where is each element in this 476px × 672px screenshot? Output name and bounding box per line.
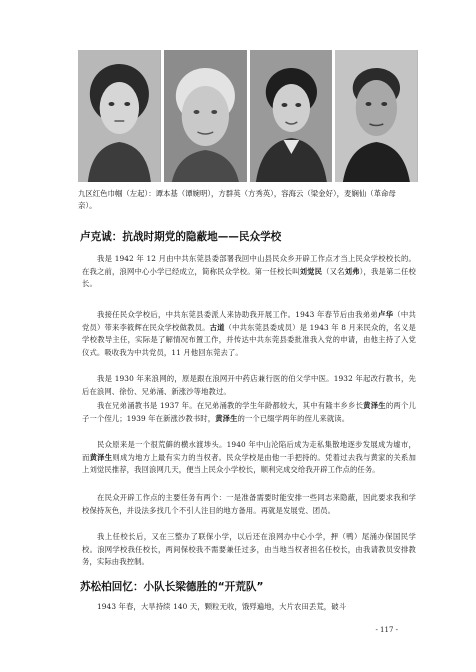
- text-run: （中共党员）带来李筱辉在民众学校做教员。: [82, 310, 416, 332]
- text-run: （中共东莞县委成员）是 1943 年 8 月来民众的，名义是学校教导主任，实际是了解情况布置工作，并传达中共东莞县委批准我入党的申请，由他主持了入党仪式。吸收我为中共党员，11 月他回东莞去了。: [82, 322, 417, 357]
- text-run: 我上任校长后，又在三整办了联保小学，以后还在浪网办中心小学，押（鸭）尾涌办保国民学校。浪网学校我任校长，两间保校我不需要兼任过多，由当地当权者担名任校长，由我请教员安排教务，实际由我控制。: [82, 532, 416, 567]
- portrait-photo-3: [250, 50, 333, 182]
- person-name: 古道: [209, 322, 225, 332]
- text-run: 的两个儿子一个侄儿；1939 年在新涨沙教书时，: [82, 401, 416, 423]
- person-name: 卢华: [378, 310, 394, 319]
- text-run: （又名: [322, 266, 345, 276]
- text-run: 的一个已缀学两年的侄儿来就读。: [237, 413, 350, 423]
- paragraph: [82, 601, 416, 614]
- page-number: - 117 -: [375, 626, 398, 634]
- paragraph: [82, 400, 416, 425]
- paragraph: [82, 439, 416, 477]
- paragraph: [82, 492, 416, 517]
- text-run: 我是 1930 年来浪网的，原是跟在浪网开中药店兼行医的伯父学中医。1932 年起改行教书，先后在浪网、徐份、兄弟涌、新涨沙等地教过。: [82, 374, 416, 396]
- portrait-photo-2: [164, 50, 247, 182]
- portrait-strip: [78, 50, 418, 182]
- paragraph: [82, 309, 416, 359]
- text-run: 我接任民众学校后，中共东莞县委派人来协助我开展工作。1943 年春节后由我弟弟: [97, 310, 379, 319]
- text-run: 则成为地方上最有实力的当权者。民众学校是由他一手把持的。凭着过去我与黄家的关系加上刘觉民推荐，我回浪网几天，便当上民众小学校长，顺利完成交给我开辟工作点的任务。: [82, 452, 416, 475]
- text-run: ），我是第二任校长。: [82, 266, 416, 289]
- text-run: 民众原来是一个很荒僻的横水渡埗头。1940 年中山沦陷后成为走私集散地逐步发展成为墟市，而: [82, 440, 416, 462]
- text-run: 在民众开辟工作点的主要任务有两个：一是准备需要时能安排一些同志来隐蔽，因此要求我和学校保持灰色，并设法多找几个不引人注目的地方备用。再就是发展党、团员。: [82, 493, 416, 515]
- person-name: 刘觉民: [299, 266, 323, 276]
- text-run: 我是 1942 年 12 月由中共东莞县委部署我回中山县民众乡开辟工作点才当上民众学校校长的。在我之前，浪网中心小学已经成立，简称民众学校。第一任校长叫: [82, 254, 416, 276]
- person-name: 刘弗: [344, 266, 360, 276]
- paragraph: [82, 253, 416, 291]
- portrait-photo-1: [78, 50, 161, 182]
- paragraph: [82, 531, 416, 569]
- text-run: 我在兄弟涌教书是 1937 年。在兄弟涌教的学生年龄都较大，其中有隆丰乡乡长: [97, 401, 364, 410]
- photo-caption: 九区红色巾帼（左起）：谭本基（谭婉明），方群英（方秀英），容海云（梁金好），麦娴仙（革命母亲）。: [78, 189, 396, 210]
- person-name: 黄泽生: [89, 452, 113, 462]
- paragraph: [82, 373, 416, 398]
- section-title-1: 卢克诚：抗战时期党的隐蔽地——民众学校: [80, 231, 282, 243]
- text-run: 1943 年春，大旱持续 140 天，颗粒无收，饿殍遍地，大片农田丢荒，破斗: [97, 602, 347, 611]
- portrait-photo-4: [335, 50, 418, 182]
- person-name: 黄泽生: [215, 413, 238, 423]
- person-name: 黄泽生: [363, 401, 386, 410]
- section-title-2: 苏松柏回忆：小队长梁德胜的“开荒队”: [80, 581, 264, 593]
